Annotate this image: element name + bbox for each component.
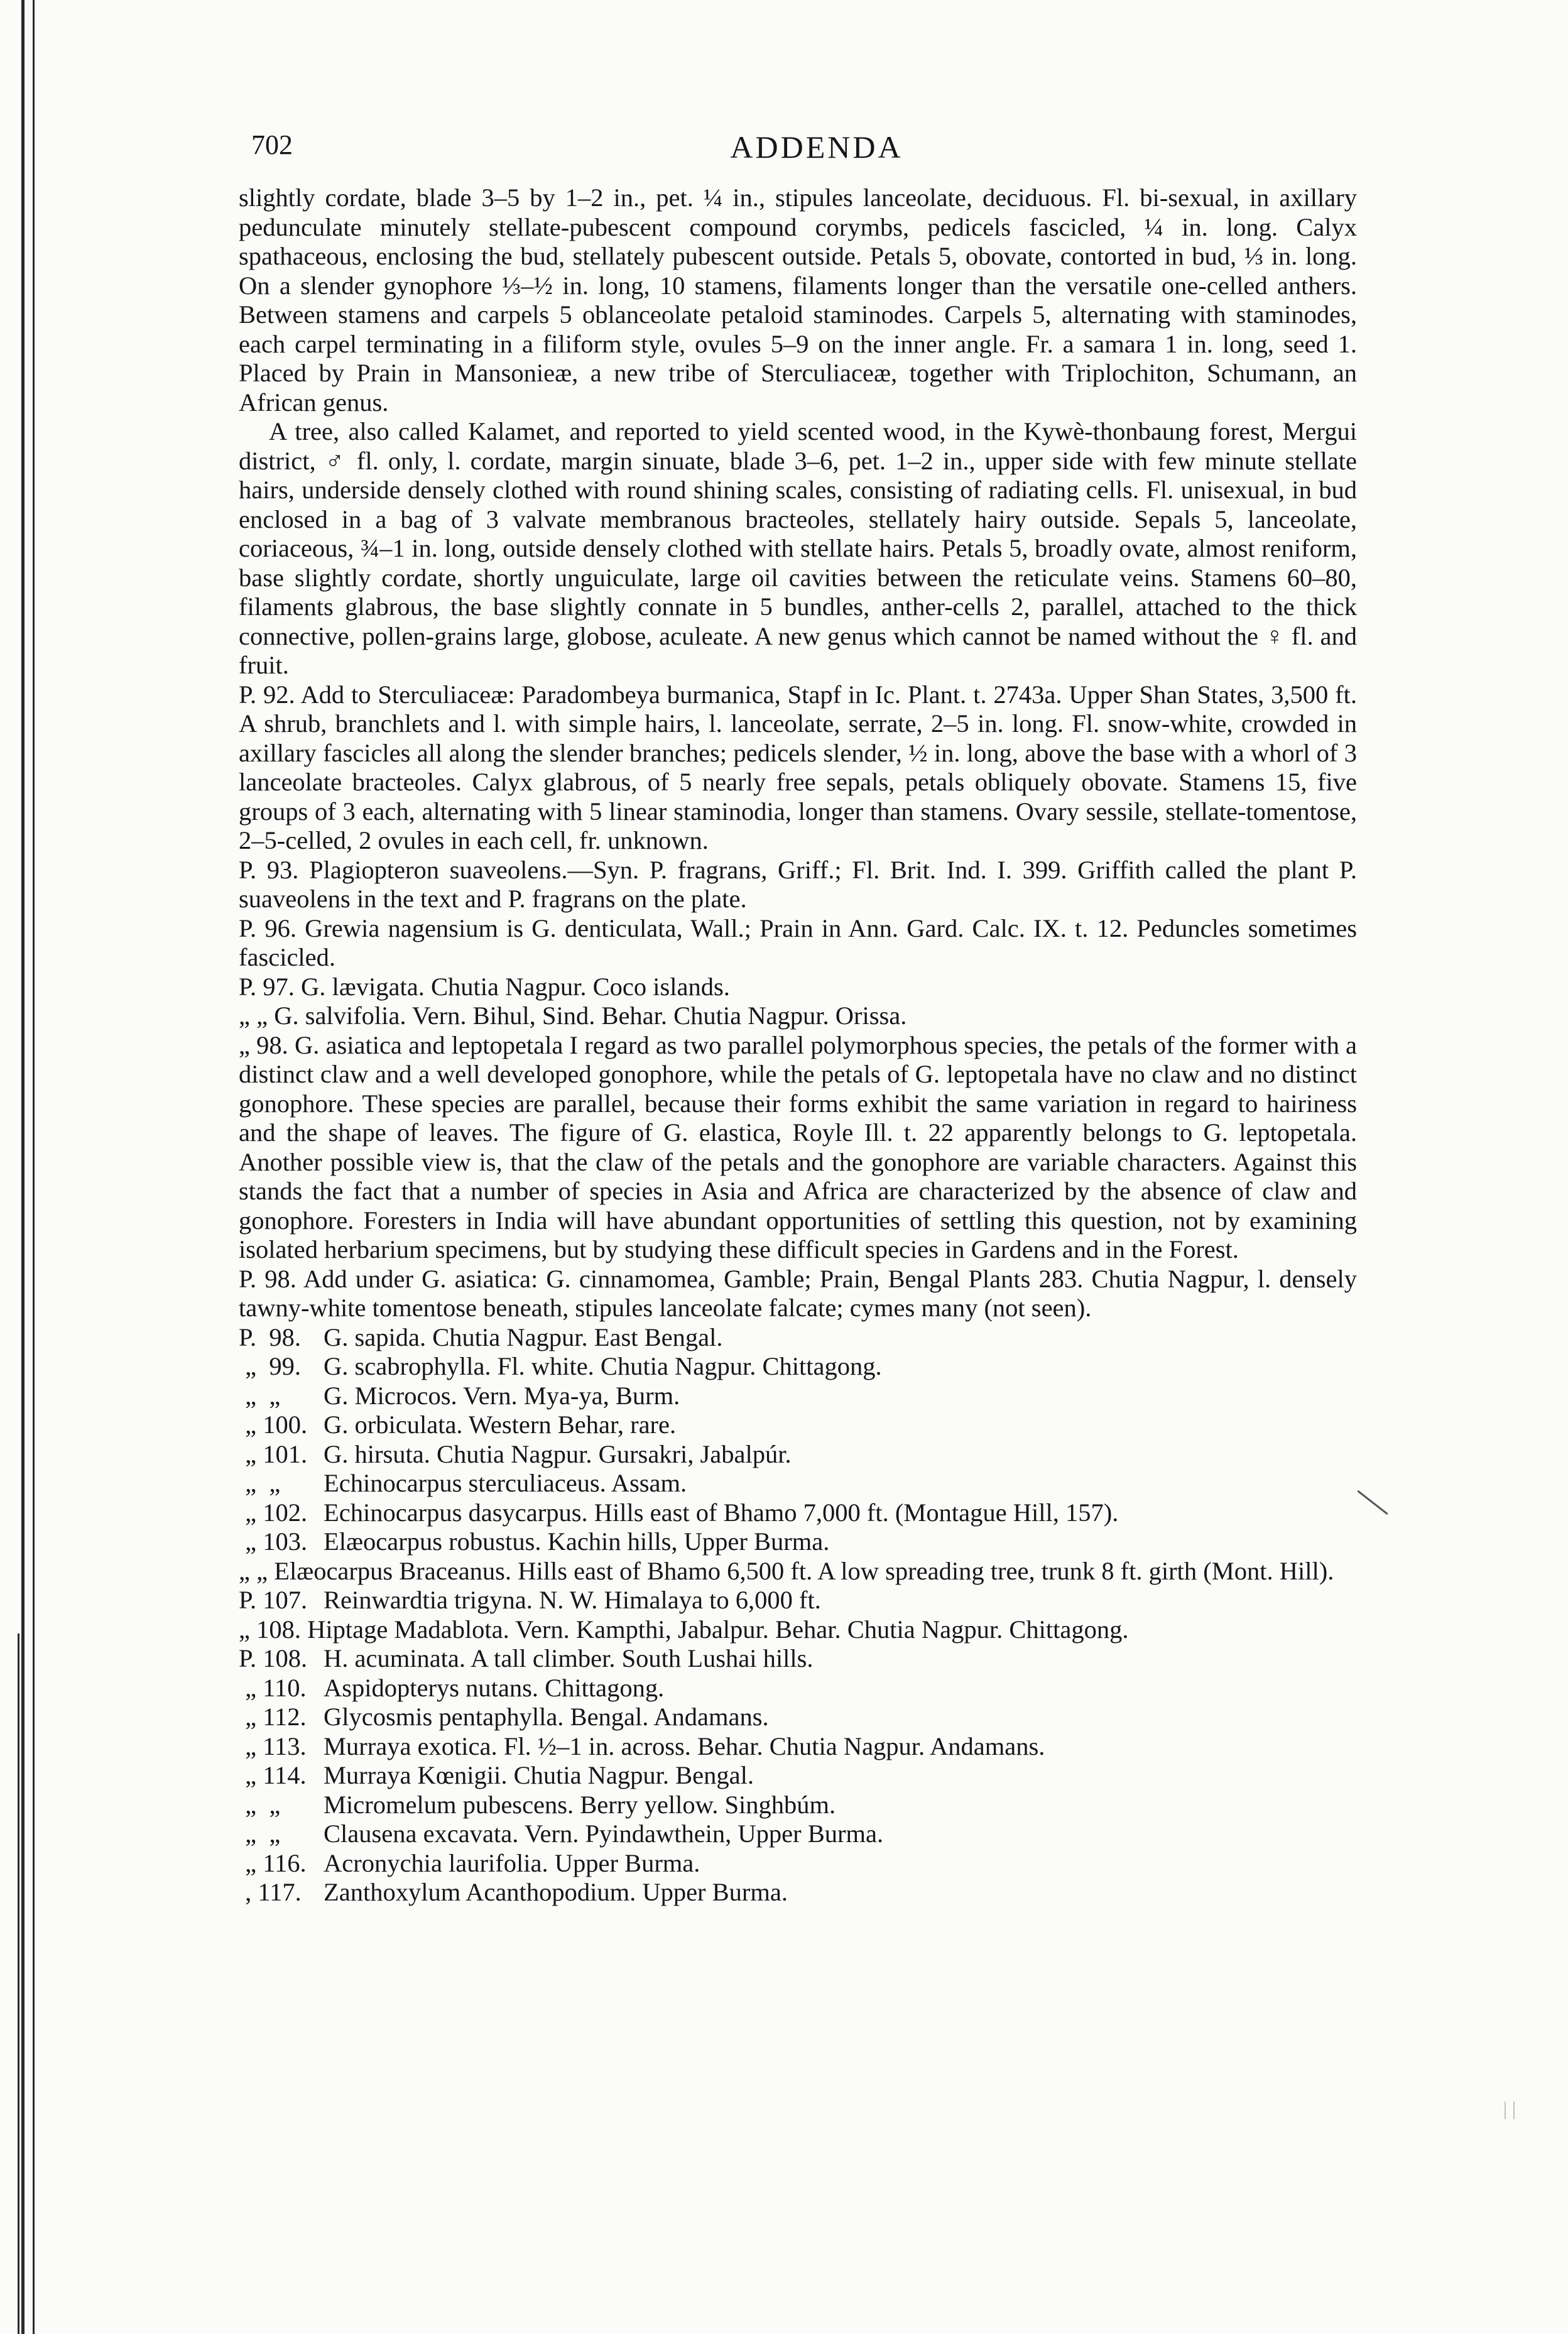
page-ref: „ 101. <box>239 1439 308 1468</box>
entry-p103b: „ „ Elæocarpus Braceanus. Hills east of Bhamo 6,500 ft. A low spreading tree, trunk 8 ft. girth (Mont. Hill). <box>239 1556 1334 1585</box>
margin-mark <box>1505 2102 1515 2119</box>
entry-p98: „ 98. G. asiatica and leptopetala I regard as two parallel polymorphous species, the petals of the former with a distinct claw and a well developed gonophore, while the petals of G. leptopetala have no claw and no distinct gonophore. These species are parallel, because their forms exhibit the same variation in regard to hairiness and the shape of leaves. The figure of G. elastica, Royle Ill. t. 22 apparently belongs to G. leptopetala. Another possible view is, that the claw of the petals and the gonophore are variable characters. Against this stands the fact that a number of species in Asia and Africa are characterized by the absence of claw and gonophore. Foresters in India will have abundant opportunities of settling this question, not by examining isolated herbarium specimens, but by studying these difficult species in Gardens and in the Forest. <box>239 1030 1357 1263</box>
page-ref: , 117. <box>239 1878 302 1906</box>
list-item <box>239 1878 1357 1907</box>
list-item <box>239 1819 1357 1849</box>
list-item <box>239 1761 1357 1791</box>
page-ref: „ 100. <box>239 1410 308 1439</box>
list-item <box>239 1644 1357 1674</box>
entry-text: Clausena excavata. Vern. Pyindawthein, Upper Burma. <box>324 1819 884 1848</box>
entry-text: G. orbiculata. Western Behar, rare. <box>324 1410 677 1439</box>
stray-pen-mark <box>1357 1490 1388 1515</box>
list-item <box>239 1352 1357 1382</box>
entry-p92: P. 92. Add to Sterculiaceæ: Paradombeya burmanica, Stapf in Ic. Plant. t. 2743a. Upper Shan States, 3,500 ft. A shrub, branchlets and l. with simple hairs, l. lanceolate, serrate, 2–5 in. long. Fl. snow-white, crowded in axillary fascicles all along the slender branches; pedicels slender, ½ in. long, above the base with a whorl of 3 lanceolate bracteoles. Calyx glabrous, of 5 nearly free sepals, petals obliquely obovate. Stamens 15, five groups of 3 each, alternating with 5 linear staminodia, longer than stamens. Ovary sessile, stellate-tomentose, 2–5-celled, 2 ovules in each cell, fr. unknown. <box>239 680 1357 854</box>
page-ref: „ „ <box>239 1469 281 1497</box>
entry-text: Reinwardtia trigyna. N. W. Himalaya to 6,000 ft. <box>324 1586 821 1614</box>
page-body <box>239 183 1357 1907</box>
entry-p96: P. 96. Grewia nagensium is G. denticulata, Wall.; Prain in Ann. Gard. Calc. IX. t. 12. Peduncles sometimes fascicled. <box>239 913 1357 971</box>
running-head: ADDENDA <box>730 129 903 165</box>
list-item <box>239 1703 1357 1732</box>
entry-text: Glycosmis pentaphylla. Bengal. Andamans. <box>324 1703 769 1731</box>
entry-text: G. hirsuta. Chutia Nagpur. Gursakri, Jabalpúr. <box>324 1439 792 1468</box>
list-item <box>239 1674 1357 1703</box>
list-item <box>239 1527 1357 1557</box>
entry-text: Micromelum pubescens. Berry yellow. Singhbúm. <box>324 1790 836 1819</box>
entry-p97: P. 97. G. lævigata. Chutia Nagpur. Coco islands. <box>239 972 730 1001</box>
entry-text: Acronychia laurifolia. Upper Burma. <box>324 1848 700 1877</box>
list-item <box>239 1498 1357 1528</box>
entry-text: Aspidopterys nutans. Chittagong. <box>324 1673 665 1702</box>
list-item <box>239 1382 1357 1411</box>
page-ref: „ „ <box>239 1381 281 1410</box>
list-item <box>239 1732 1357 1762</box>
page-ref: „ „ <box>239 1819 281 1848</box>
page-ref: „ 103. <box>239 1527 308 1556</box>
entry-text: H. acuminata. A tall climber. South Lushai hills. <box>324 1644 814 1672</box>
binding-edge-line <box>33 0 35 2334</box>
list-item <box>239 1791 1357 1820</box>
list-item <box>239 1323 1357 1353</box>
entry-p98-add: P. 98. Add under G. asiatica: G. cinnamomea, Gamble; Prain, Bengal Plants 283. Chutia Nagpur, l. densely tawny-white tomentose beneath, stipules lanceolate falcate; cymes many (not seen). <box>239 1264 1357 1322</box>
page-ref: „ 110. <box>239 1673 307 1702</box>
binding-edge-line <box>18 1633 19 2334</box>
page-ref: „ 99. <box>239 1352 301 1380</box>
entry-text: G. Microcos. Vern. Mya-ya, Burm. <box>324 1381 680 1410</box>
entry-text: Echinocarpus dasycarpus. Hills east of Bhamo 7,000 ft. (Montague Hill, 157). <box>324 1498 1119 1527</box>
page-number: 702 <box>251 129 293 160</box>
paragraph: A tree, also called Kalamet, and reported to yield scented wood, in the Kywè-thonbaung forest, Mergui district, ♂ fl. only, l. cordate, margin sinuate, blade 3–6, pet. 1–2 in., upper side with few minute stellate hairs, underside densely clothed with round shining scales, consisting of radiating cells. Fl. unisexual, in bud enclosed in a bag of 3 valvate membranous bracteoles, stellately hairy outside. Sepals 5, lanceolate, coriaceous, ¾–1 in. long, outside densely clothed with stellate hairs. Petals 5, broadly ovate, almost reniform, base slightly cordate, shortly unguiculate, large oil cavities between the reticulate veins. Stamens 60–80, filaments glabrous, the base slightly connate in 5 bundles, anther-cells 2, parallel, attached to the thick connective, pollen-grains large, globose, aculeate. A new genus which cannot be named without the ♀ fl. and fruit. <box>239 417 1357 679</box>
list-item <box>239 1410 1357 1440</box>
list-item <box>239 1440 1357 1470</box>
page-ref: „ 112. <box>239 1703 307 1731</box>
entry-p97b: „ „ G. salvifolia. Vern. Bihul, Sind. Behar. Chutia Nagpur. Orissa. <box>239 1001 907 1030</box>
page-ref: „ 113. <box>239 1731 307 1760</box>
page-ref: P. 108. <box>239 1644 308 1672</box>
paragraph: slightly cordate, blade 3–5 by 1–2 in., pet. ¼ in., stipules lanceolate, deciduous. Fl. bi-sexual, in axillary pedunculate minutely stellate-pubescent compound corymbs, pedicels fascicled, ¼ in. long. Calyx spathaceous, enclosing the bud, stellately pubescent outside. Petals 5, obovate, contorted in bud, ⅓ in. long. On a slender gynophore ⅓–½ in. long, 10 stamens, filaments longer than the versatile one-celled anthers. Between stamens and carpels 5 oblanceolate petaloid staminodes. Carpels 5, alternating with staminodes, each carpel terminating in a filiform style, ovules 5–9 on the inner angle. Fr. a samara 1 in. long, seed 1. Placed by Prain in Mansonieæ, a new tribe of Sterculiaceæ, together with Triplochiton, Schumann, an African genus. <box>239 183 1357 417</box>
page-ref: P. 107. <box>239 1586 308 1614</box>
list-item <box>239 1849 1357 1879</box>
entry-p93: P. 93. Plagiopteron suaveolens.—Syn. P. fragrans, Griff.; Fl. Brit. Ind. I. 399. Griffith called the plant P. suaveolens in the text and P. fragrans on the plate. <box>239 855 1357 913</box>
entry-text: Elæocarpus robustus. Kachin hills, Upper Burma. <box>324 1527 830 1556</box>
page-ref: „ 114. <box>239 1761 307 1789</box>
entry-text: Murraya Kœnigii. Chutia Nagpur. Bengal. <box>324 1761 754 1789</box>
binding-edge-line <box>21 0 24 2334</box>
entry-text: Echinocarpus sterculiaceus. Assam. <box>324 1469 687 1497</box>
page-ref: P. 98. <box>239 1322 302 1351</box>
entry-p108: „ 108. Hiptage Madablota. Vern. Kampthi, Jabalpur. Behar. Chutia Nagpur. Chittagong. <box>239 1615 1129 1644</box>
page-ref: „ 102. <box>239 1498 308 1527</box>
list-item <box>239 1469 1357 1498</box>
entry-text: G. sapida. Chutia Nagpur. East Bengal. <box>324 1322 723 1351</box>
page-ref: „ 116. <box>239 1848 307 1877</box>
page-ref: „ „ <box>239 1790 281 1819</box>
entry-text: Zanthoxylum Acanthopodium. Upper Burma. <box>324 1878 788 1906</box>
entry-text: G. scabrophylla. Fl. white. Chutia Nagpur. Chittagong. <box>324 1352 882 1380</box>
entry-text: Murraya exotica. Fl. ½–1 in. across. Behar. Chutia Nagpur. Andamans. <box>324 1731 1045 1760</box>
list-item <box>239 1586 1357 1615</box>
page-header <box>251 129 1382 179</box>
